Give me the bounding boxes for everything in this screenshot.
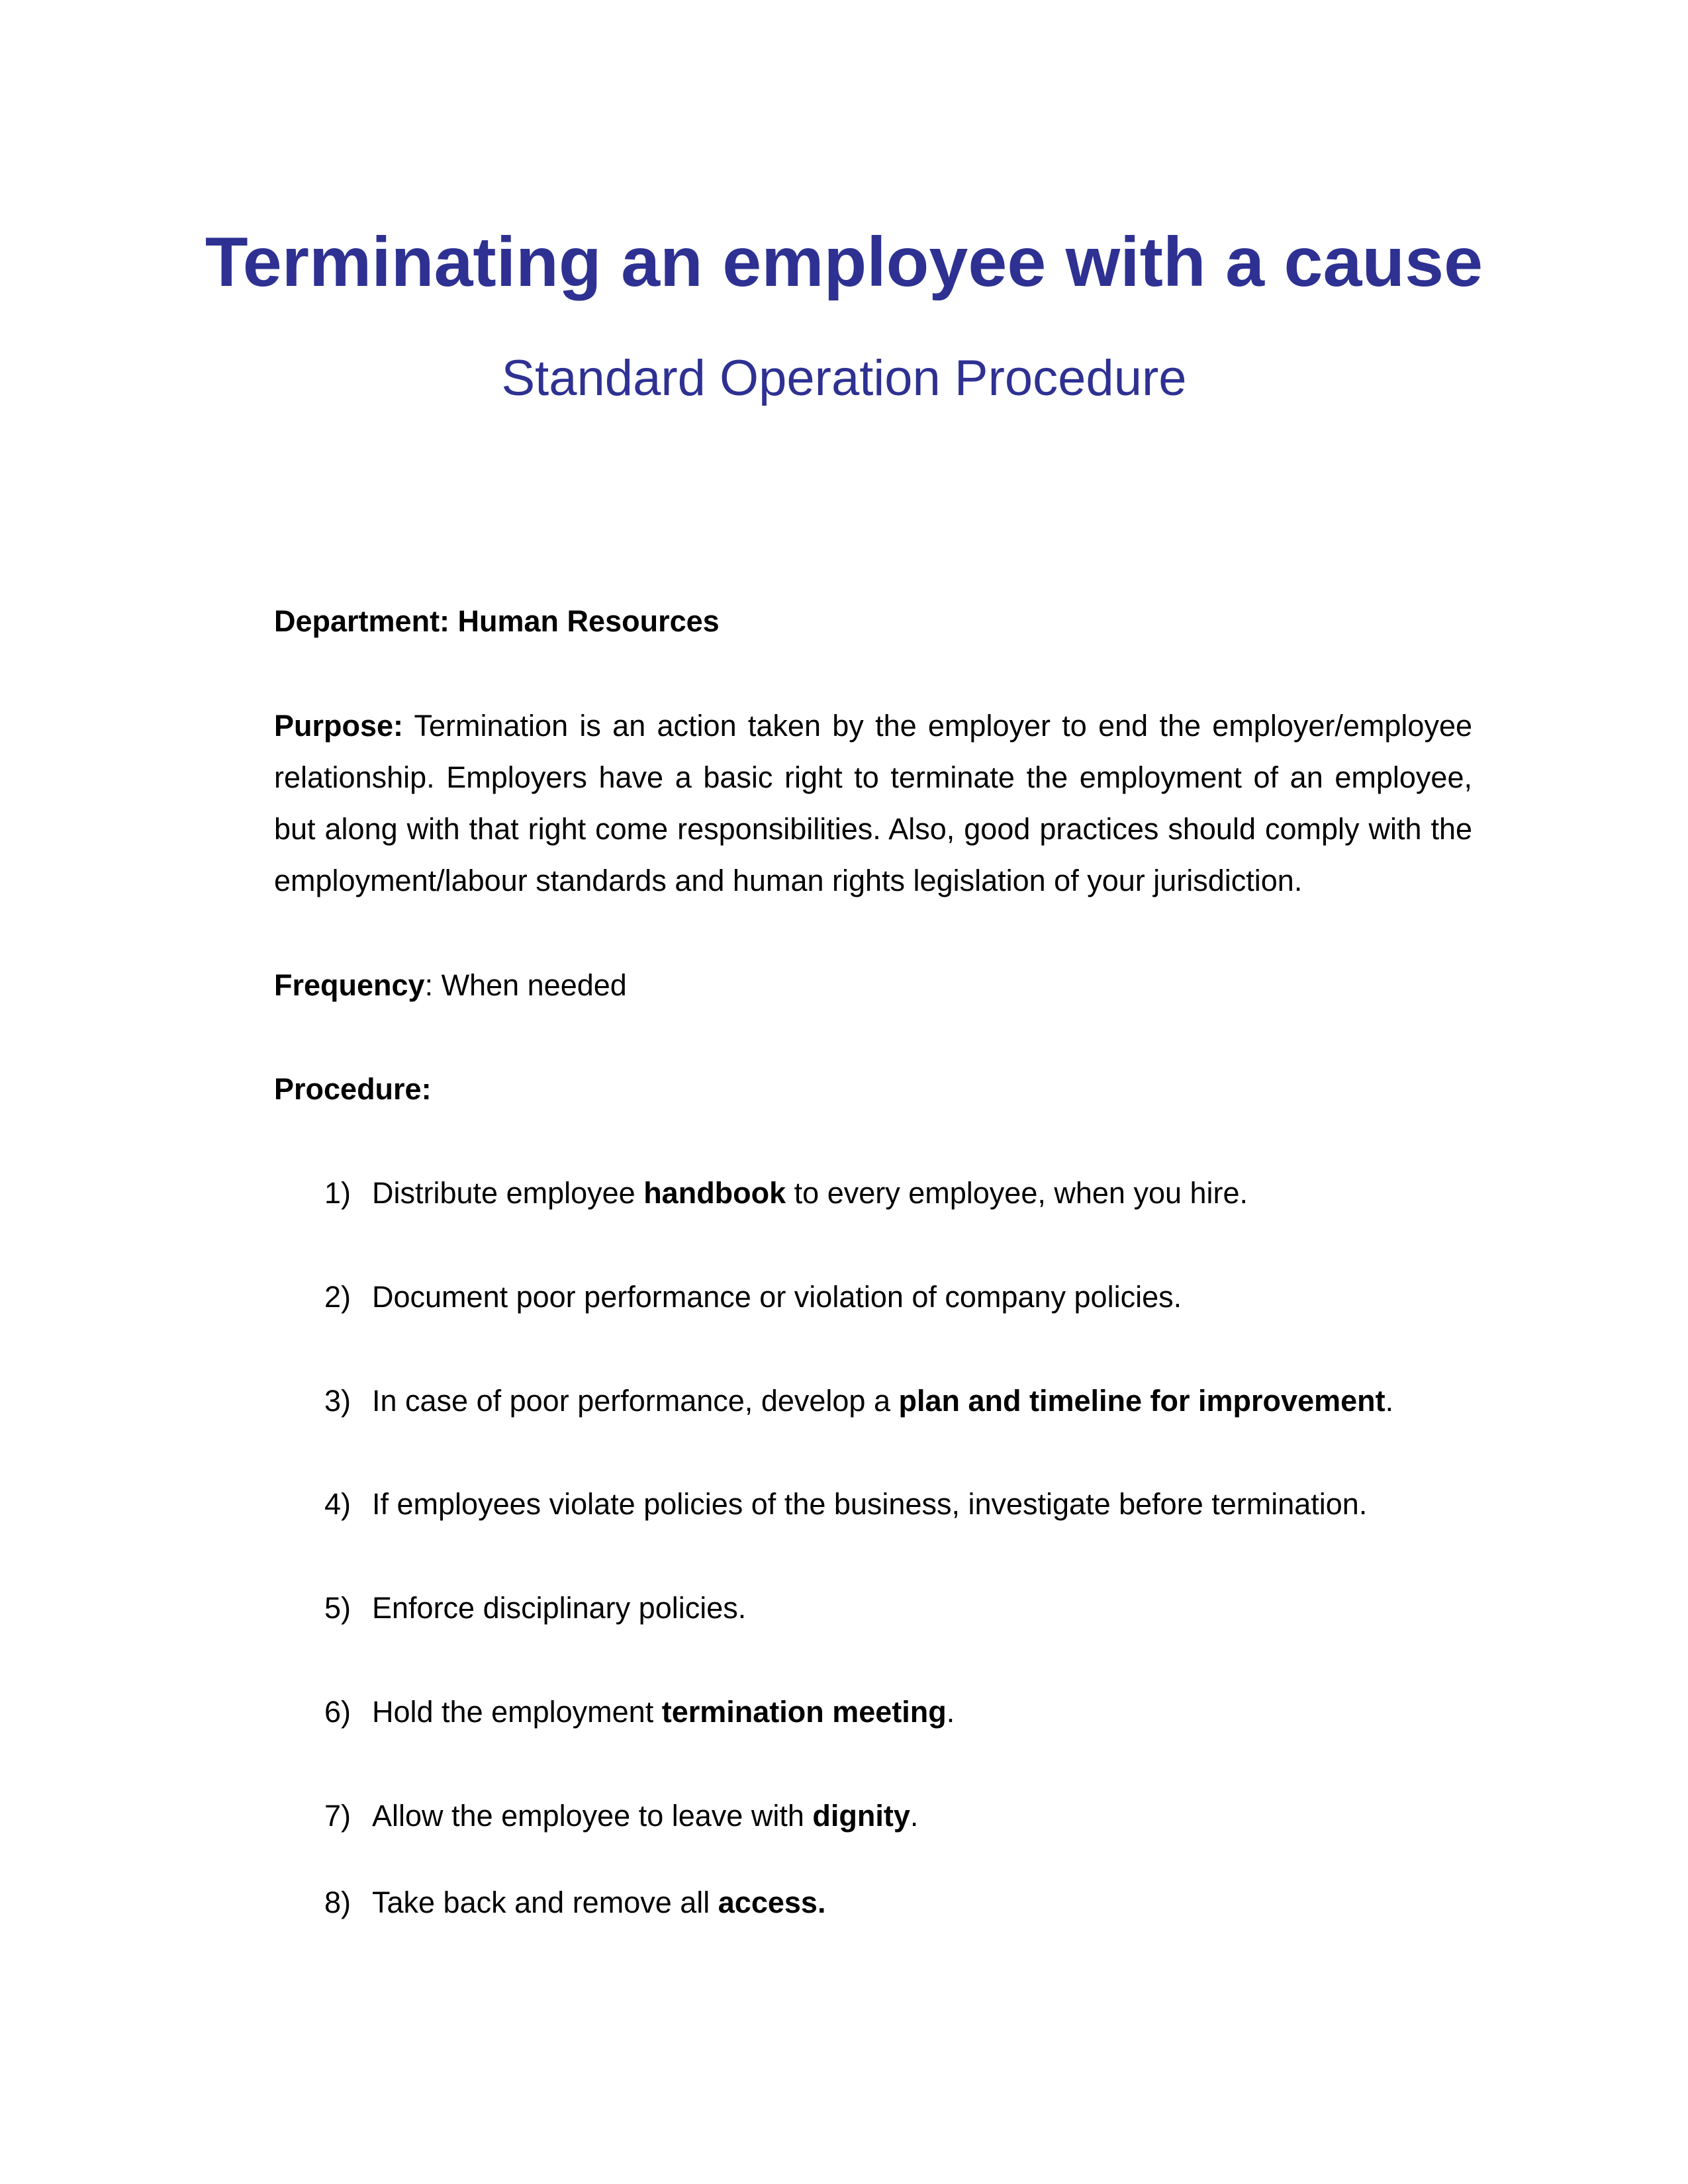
step-text-end: . <box>1385 1384 1394 1418</box>
step-text: Distribute employee <box>372 1176 644 1210</box>
procedure-step <box>324 1790 1476 1842</box>
frequency-label: Frequency <box>274 968 425 1002</box>
page-title: Terminating an employee with a cause <box>205 223 1483 301</box>
step-emphasis: handbook <box>643 1176 786 1210</box>
procedure-step <box>324 1167 1476 1219</box>
page-subtitle: Standard Operation Procedure <box>501 350 1187 406</box>
step-number: 5) <box>324 1591 352 1625</box>
procedure-step <box>324 1375 1476 1427</box>
step-number: 2) <box>324 1280 352 1314</box>
step-text-end: . <box>946 1695 955 1729</box>
procedure-step <box>324 1877 1476 1929</box>
step-number: 4) <box>324 1487 352 1521</box>
purpose-label: Purpose: <box>274 709 404 743</box>
step-text-end: . <box>910 1799 919 1833</box>
step-text-end: to every employee, when you hire. <box>786 1176 1248 1210</box>
frequency-text: : When needed <box>424 968 627 1002</box>
step-text: Take back and remove all <box>372 1886 718 1919</box>
department-line: Department: Human Resources <box>274 604 720 638</box>
step-number: 7) <box>324 1799 352 1833</box>
procedure-step <box>324 1271 1476 1323</box>
step-number: 1) <box>324 1176 352 1210</box>
purpose-paragraph <box>274 700 1472 907</box>
frequency-line <box>274 960 1472 1011</box>
procedure-step <box>324 1582 1476 1634</box>
step-number: 3) <box>324 1384 352 1418</box>
step-number: 6) <box>324 1695 352 1729</box>
step-text: Hold the employment <box>372 1695 662 1729</box>
step-number: 8) <box>324 1886 352 1919</box>
step-emphasis: termination meeting <box>661 1695 947 1729</box>
procedure-step <box>324 1686 1476 1738</box>
step-emphasis: dignity <box>812 1799 910 1833</box>
step-emphasis: plan and timeline for improvement <box>898 1384 1385 1418</box>
purpose-text: Termination is an action taken by the employer to end the employer/employee relationship. Employers have a basic right to terminate the employment of an employee, but along with that right come responsibilities. Also, good practices should comply with the employment/labour standards and human rights legislation of your jurisdiction. <box>274 709 1472 897</box>
step-text: Document poor performance or violation of company policies. <box>372 1280 1182 1314</box>
step-text: In case of poor performance, develop a <box>372 1384 899 1418</box>
procedure-step <box>324 1479 1476 1530</box>
procedure-heading: Procedure: <box>274 1072 432 1106</box>
step-emphasis: access. <box>718 1886 826 1919</box>
step-text: If employees violate policies of the business, investigate before termination. <box>372 1487 1368 1521</box>
step-text: Enforce disciplinary policies. <box>372 1591 747 1625</box>
step-text: Allow the employee to leave with <box>372 1799 813 1833</box>
